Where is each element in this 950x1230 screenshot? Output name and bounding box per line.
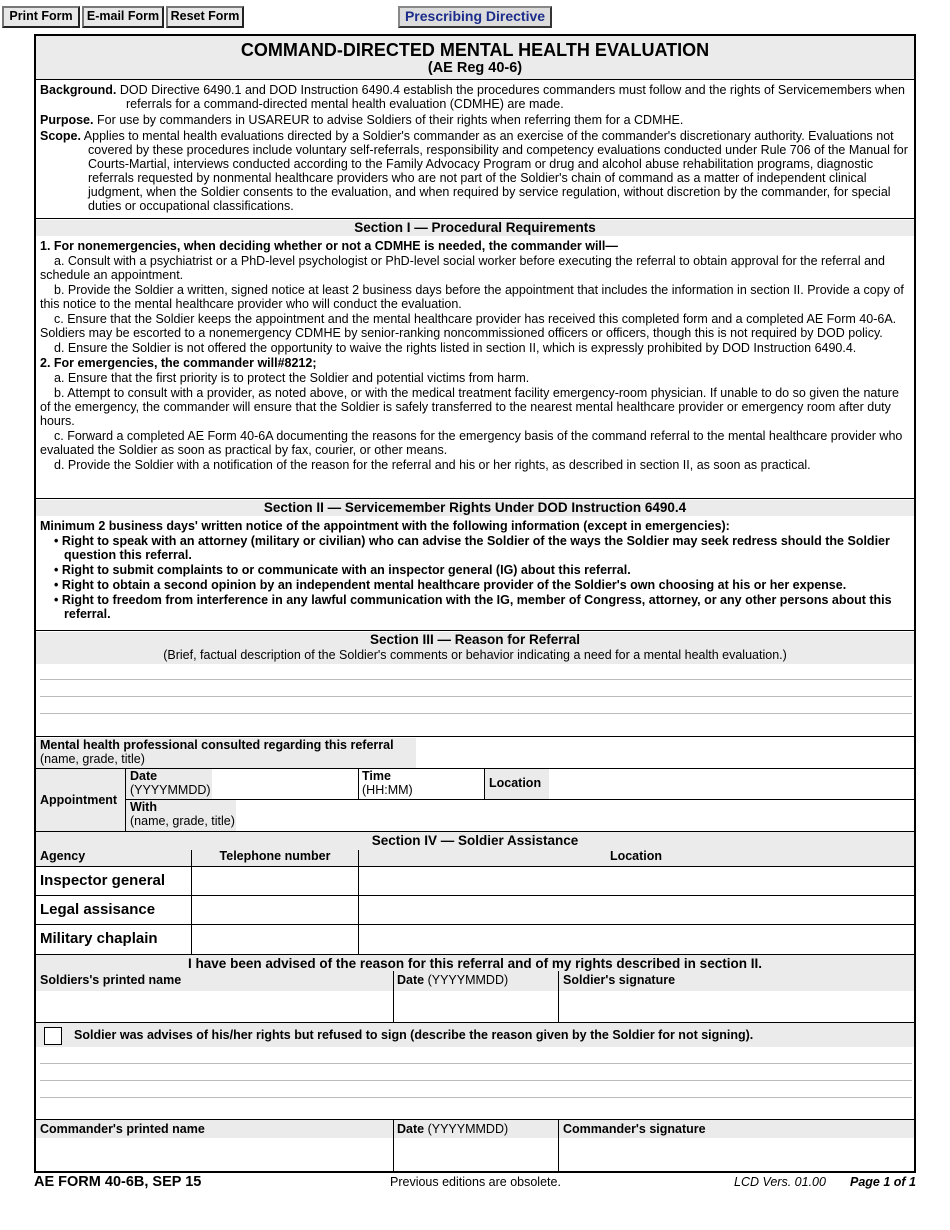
form-header [36, 36, 914, 79]
section-1-item-1a: a. Consult with a psychiatrist or a PhD-level psychologist or PhD-level social worker before executing the referral to obtain approval for the referral and schedule an appointment. [40, 254, 885, 282]
version-label: LCD Vers. 01.00 [734, 1175, 826, 1189]
soldier-signature-label: Soldier's signature [563, 973, 676, 987]
appointment-time-input[interactable] [420, 769, 484, 799]
form-title: COMMAND-DIRECTED MENTAL HEALTH EVALUATION [240, 40, 710, 60]
form-container [34, 34, 916, 1173]
mhp-label: Mental health professional consulted regarding this referral [40, 738, 394, 752]
refused-to-sign-text: Soldier was advises of his/her rights but refused to sign (describe the reason given by the Soldier for not signing). [74, 1028, 754, 1042]
commander-date-input[interactable] [394, 1138, 558, 1171]
soldier-name-input[interactable] [36, 991, 393, 1022]
intro-section [36, 83, 914, 213]
section-1-item-1d: d. Ensure the Soldier is not offered the opportunity to waive the rights listed in section II, which is expressly prohibited by DOD Instruction 6490.4. [54, 341, 857, 355]
legal-phone-input[interactable] [192, 896, 358, 924]
page-number: Page 1 of 1 [850, 1175, 916, 1189]
refusal-row [36, 1023, 914, 1047]
agency-legal-assistance: Legal assisance [40, 901, 156, 918]
section-2 [36, 500, 914, 621]
section-3-heading: Section III — Reason for Referral [369, 632, 581, 647]
commander-header [36, 1120, 914, 1138]
chaplain-phone-input[interactable] [192, 925, 358, 954]
agency-table [36, 866, 914, 954]
agency-inspector-general: Inspector general [40, 872, 166, 889]
print-form-button[interactable]: Print Form [2, 6, 80, 28]
legal-location-input[interactable] [359, 896, 914, 924]
date-label-cell [126, 769, 212, 799]
mhp-label-cell [36, 738, 416, 768]
mhp-sublabel: (name, grade, title) [40, 752, 145, 766]
section-1-item-1-heading: 1. For nonemergencies, when deciding whether or not a CDMHE is needed, the commander will— [40, 239, 618, 253]
mhp-input[interactable] [418, 738, 914, 768]
refusal-reason-area[interactable] [36, 1047, 914, 1117]
refused-to-sign-checkbox[interactable] [44, 1027, 62, 1045]
section-1 [36, 220, 914, 472]
ig-phone-input[interactable] [192, 866, 358, 895]
agency-column-header: Agency [40, 849, 86, 863]
acknowledgement-statement: I have been advised of the reason for this referral and of my rights described in section II. [188, 956, 762, 971]
time-label-cell [360, 769, 420, 799]
chaplain-location-input[interactable] [359, 925, 914, 954]
appointment-with-label: With [130, 800, 157, 814]
section-2-intro: Minimum 2 business days' written notice of the appointment with the following information (except in emergencies): [40, 519, 730, 533]
section-3-header [36, 632, 914, 664]
section-4-header [36, 832, 914, 866]
soldier-name-label: Soldiers's printed name [40, 973, 182, 987]
appointment-label-cell [36, 769, 126, 831]
appointment-date-sublabel: (YYYYMMDD) [130, 783, 211, 797]
prescribing-directive-button[interactable]: Prescribing Directive [398, 6, 552, 28]
soldier-signature-field[interactable] [559, 991, 914, 1022]
soldier-date-input[interactable] [394, 991, 558, 1022]
location-column-header: Location [609, 849, 663, 863]
right-item: • Right to submit complaints to or communicate with an inspector general (IG) about this referral. [54, 563, 631, 577]
appointment-time-sublabel: (HH:MM) [362, 783, 413, 797]
acknowledgement-header [36, 955, 914, 991]
section-2-heading: Section II — Servicemember Rights Under DOD Instruction 6490.4 [36, 500, 914, 516]
obsolete-notice: Previous editions are obsolete. [390, 1175, 561, 1189]
section-1-item-2-heading: 2. For emergencies, the commander will#8212; [40, 356, 317, 370]
reset-form-button[interactable]: Reset Form [166, 6, 244, 28]
location-label-cell [485, 769, 549, 799]
phone-column-header: Telephone number [219, 849, 331, 863]
appointment-time-label: Time [362, 769, 391, 783]
section-1-item-2a: a. Ensure that the first priority is to protect the Soldier and potential victims from harm. [54, 371, 530, 385]
purpose-paragraph: Purpose. For use by commanders in USAREUR to advise Soldiers of their rights when referring them for a CDMHE. [40, 113, 684, 127]
form-id: AE FORM 40-6B, SEP 15 [34, 1174, 202, 1190]
section-1-item-2b: b. Attempt to consult with a provider, as noted above, or with the medical treatment facility emergency-room physician. If unable to do so given the nature of the emergency, the commander will ensure that the Soldier is safely transferred to the nearest mental healthcare provider or emergency room after duty hours. [40, 386, 899, 428]
right-item: • Right to speak with an attorney (military or civilian) who can advise the Soldier of the ways the Soldier may seek redress should the Soldier question this referral. [54, 534, 890, 562]
appointment-date-input[interactable] [212, 769, 358, 799]
section-1-item-2d: d. Provide the Soldier with a notification of the reason for the referral and his or her rights, as described in section II, as soon as practical. [54, 458, 811, 472]
appointment-date-label: Date [130, 769, 158, 783]
commander-name-label: Commander's printed name [40, 1122, 205, 1136]
reason-text-area[interactable] [36, 664, 914, 736]
appointment-location-label: Location [489, 776, 542, 790]
email-form-button[interactable]: E-mail Form [82, 6, 164, 28]
scope-paragraph: Scope. Applies to mental health evaluations directed by a Soldier's commander as an exercise of the commander's discretionary authority. Evaluations not covered by these procedures include voluntary self-referrals, responsibility and competency evaluations conducted under Rule 706 of the Manual for Courts-Martial, interviews conducted according to the Family Advocacy Program or drug and alcohol abuse rehabilitation programs, diagnostic referrals requested by nonmental healthcare providers who are not part of the Soldier's chain of command as a matter of independent clinical judgment, when the Soldier consents to the evaluation, and when required by service regulation, without discretion by the commander, for special duties or occupational classifications. [40, 129, 908, 213]
right-item: • Right to obtain a second opinion by an independent mental healthcare provider of the Soldier's own choosing at his or her expense. [54, 578, 847, 592]
appointment-location-input[interactable] [549, 769, 914, 799]
section-1-item-1b: b. Provide the Soldier a written, signed notice at least 2 business days before the appointment that includes the information in section II. Provide a copy of this notice to the mental healthcare provider who will conduct the evaluation. [40, 283, 904, 311]
ig-location-input[interactable] [359, 866, 914, 895]
section-1-item-1c: c. Ensure that the Soldier keeps the appointment and the mental healthcare provider has received this completed form and a completed AE Form 40-6A. Soldiers may be escorted to a nonemergency CDMHE by senior-ranking noncommissioned officers or officers, though this is not required by DOD policy. [40, 312, 897, 340]
commander-date-label: Date (YYYYMMDD) [397, 1122, 509, 1136]
appointment-with-input[interactable] [236, 800, 914, 831]
commander-signature-label: Commander's signature [563, 1122, 706, 1136]
commander-signature-field[interactable] [559, 1138, 914, 1171]
section-1-item-2c: c. Forward a completed AE Form 40-6A documenting the reasons for the emergency basis of the command referral to the mental healthcare provider who evaluated the Soldier as soon as practical by fax, courier, or other means. [40, 429, 903, 457]
section-4-heading: Section IV — Soldier Assistance [371, 833, 579, 848]
agency-military-chaplain: Military chaplain [40, 930, 158, 947]
mhp-row [36, 738, 914, 768]
form-subtitle: (AE Reg 40-6) [427, 60, 523, 76]
appointment-with-sublabel: (name, grade, title) [130, 814, 235, 828]
section-3-subheading: (Brief, factual description of the Soldier's comments or behavior indicating a need for a mental health evaluation.) [163, 648, 787, 662]
right-item: • Right to freedom from interference in any lawful communication with the IG, member of Congress, attorney, or any other persons about this referral. [54, 593, 892, 621]
soldier-date-label: Date (YYYYMMDD) [397, 973, 509, 987]
appointment-block [36, 769, 914, 831]
background-paragraph: Background. DOD Directive 6490.1 and DOD Instruction 6490.4 establish the procedures commanders must follow and the rights of Servicemembers when referrals for a command-directed mental health evaluation (CDMHE) are made. [40, 83, 905, 111]
section-1-heading: Section I — Procedural Requirements [36, 220, 914, 236]
appointment-label: Appointment [40, 793, 118, 807]
with-label-cell [126, 800, 236, 831]
commander-name-input[interactable] [36, 1138, 393, 1171]
